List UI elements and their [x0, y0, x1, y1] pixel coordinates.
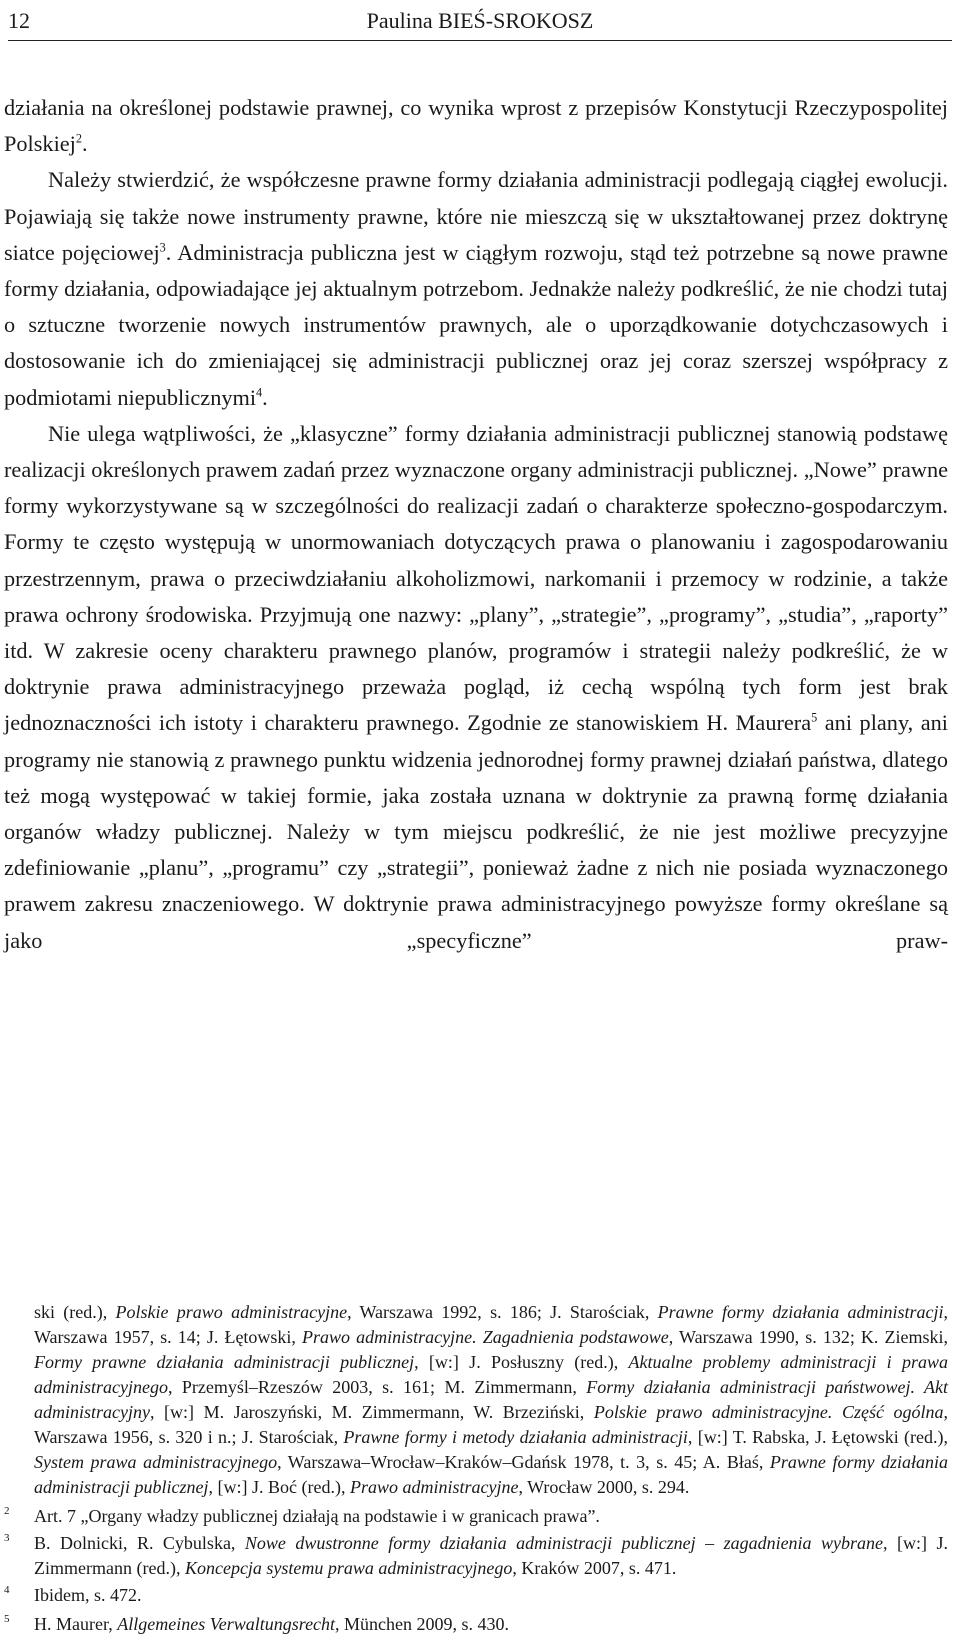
fn-title: Polskie prawo administracyjne. Część ogólna	[593, 1402, 944, 1422]
body-text	[4, 90, 948, 959]
running-head-author: Paulina BIEŚ-SROKOSZ	[366, 8, 594, 33]
footnote-1-continuation	[4, 1300, 948, 1500]
fn-title: System prawa administracyjnego	[34, 1452, 278, 1472]
footnote-5-marker: 5	[4, 1613, 10, 1625]
fn-title: Prawne formy działania administracji publicznej	[34, 1452, 948, 1497]
page-header	[8, 4, 952, 38]
paragraph-3-text-a: Nie ulega wątpliwości, że „klasyczne” formy działania administracji publicznej stanowią podstawę realizacji określonych prawem zadań przez wyznaczone organy administracji publicznej. „Nowe” prawne formy wykorzystywane są w szczególności do realizacji zadań o charakterze społeczno-gospodarczym. Formy te często występują w unormowaniach dotyczących prawa o planowaniu i zagospodarowaniu przestrzennym, prawa o przeciwdziałaniu alkoholizmowi, narkomanii i przemocy w rodzinie, a także prawa ochrony środowiska. Przyjmują one nazwy: „plany”, „strategie”, „programy”, „studia”, „raporty” itd. W zakresie oceny charakteru prawnego planów, programów i strategii należy podkreślić, że w doktrynie prawa administracyjnego przeważa pogląd, iż cechą wspólną tych form jest brak jednoznaczności ich istoty i charakteru prawnego. Zgodnie ze stanowiskiem H. Maurera	[4, 420, 948, 736]
footnote-ref-5[interactable]: 5	[811, 711, 818, 726]
fn-text: , Wrocław 2000, s. 294.	[518, 1477, 690, 1497]
fn-text: , Kraków 2007, s. 471.	[512, 1558, 677, 1578]
footnote-3-marker: 3	[4, 1532, 10, 1544]
fn-title: Prawo administracyjne. Zagadnienia podstawowe	[302, 1327, 669, 1347]
fn-text: , Przemyśl–Rzeszów 2003, s. 161; M. Zimmermann,	[167, 1377, 587, 1397]
paragraph-2-end: .	[262, 384, 268, 410]
fn-title: Aktualne problemy administracji i prawa administracyjnego	[34, 1352, 948, 1397]
fn-text: , [w:] J. Zimmermann (red.),	[34, 1533, 948, 1578]
fn-text: , [w:] J. Posłuszny (red.),	[414, 1352, 629, 1372]
fn-title: Allgemeines Verwaltungsrecht	[117, 1614, 336, 1634]
footnote-4-marker: 4	[4, 1584, 10, 1596]
fn-title: Prawo administracyjne	[349, 1477, 519, 1497]
footnote-4-text: Ibidem, s. 472.	[34, 1585, 142, 1605]
fn-text: , Warszawa 1957, s. 14; J. Łętowski,	[34, 1302, 948, 1347]
footnote-ref-3[interactable]: 3	[159, 240, 166, 255]
paragraph-3	[4, 416, 948, 959]
footnote-2-text: Art. 7 „Organy władzy publicznej działają na podstawie i w granicach prawa”.	[34, 1506, 600, 1526]
footnote-ref-2[interactable]: 2	[75, 131, 82, 146]
footnote-2-marker: 2	[4, 1505, 10, 1517]
fn-text: , Warszawa 1992, s. 186; J. Starościak,	[347, 1302, 658, 1322]
paragraph-2-text-b: . Administracja publiczna jest w ciągłym rozwoju, stąd też potrzebne są nowe prawne formy działania, odpowiadające jej aktualnym potrzebom. Jednakże należy podkreślić, że nie chodzi tutaj o sztuczne tworzenie nowych instrumentów prawnych, ale o uporządkowanie dotychczasowych i dostosowanie ich do zmieniającej się administracji publicznej oraz jej coraz szerszej współpracy z podmiotami niepublicznymi	[4, 239, 948, 410]
fn-title: Prawne formy i metody działania administracji	[343, 1427, 688, 1447]
fn-title: Polskie prawo administracyjne	[115, 1302, 348, 1322]
fn-text: ski (red.),	[34, 1302, 116, 1322]
paragraph-2	[4, 162, 948, 415]
fn-text: H. Maurer,	[34, 1614, 118, 1634]
fn-title: Koncepcja systemu prawa administracyjnego	[184, 1558, 513, 1578]
footnote-4	[4, 1583, 948, 1608]
footnotes	[4, 1300, 948, 1637]
fn-title: Formy działania administracji państwowej. Akt administracyjny	[34, 1377, 948, 1422]
fn-text: , Warszawa 1956, s. 320 i n.; J. Starościak,	[34, 1402, 948, 1447]
header-rule	[8, 40, 952, 41]
paragraph-1-end: .	[81, 131, 88, 157]
page-number: 12	[8, 8, 30, 33]
fn-text: , Warszawa 1990, s. 132; K. Ziemski,	[668, 1327, 948, 1347]
fn-title: Prawne formy działania administracji	[657, 1302, 944, 1322]
paragraph-1-text: działania na określonej podstawie prawnej, co wynika wprost z przepisów Konstytucji Rzeczypospolitej Polskiej	[4, 95, 948, 157]
paragraph-2-text-a: Należy stwierdzić, że współczesne prawne formy działania administracji podlegają ciągłej ewolucji. Pojawiają się także nowe instrumenty prawne, które nie mieszczą się w ukształtowanej przez doktrynę siatce pojęciowej	[4, 167, 948, 265]
footnote-ref-4[interactable]: 4	[256, 385, 263, 400]
fn-text: , München 2009, s. 430.	[335, 1614, 510, 1634]
fn-title: Formy prawne działania administracji publicznej	[34, 1352, 415, 1372]
fn-text: , [w:] T. Rabska, J. Łętowski (red.),	[687, 1427, 949, 1447]
fn-text: , Warszawa–Wrocław–Kraków–Gdańsk 1978, t. 3, s. 45; A. Błaś,	[277, 1452, 770, 1472]
paragraph-3-text-b: ani plany, ani programy nie stanowią z prawnego punktu widzenia jednorodnej formy prawnej działań państwa, dlatego też mogą występować w takiej formie, jaka została uznana w doktrynie za prawną formę działania organów władzy publicznej. Należy w tym miejscu podkreślić, że nie jest możliwe precyzyjne zdefiniowanie „planu”, „programu” czy „strategii”, ponieważ żadne z nich nie posiada wyznaczonego prawem zakresu znaczeniowego. W doktrynie prawa administracyjnego powyższe formy określane są jako „specyficzne” praw-	[4, 710, 948, 953]
fn-text: , [w:] M. Jaroszyński, M. Zimmermann, W. Brzeziński,	[149, 1402, 594, 1422]
footnote-3	[4, 1531, 948, 1581]
footnote-5	[4, 1612, 948, 1637]
fn-title: Nowe dwustronne formy działania administracji publicznej – zagadnienia wybrane	[244, 1533, 884, 1553]
fn-text: B. Dolnicki, R. Cybulska,	[34, 1533, 245, 1553]
fn-text: , [w:] J. Boć (red.),	[208, 1477, 350, 1497]
paragraph-1	[4, 90, 948, 162]
footnote-2	[4, 1504, 948, 1529]
